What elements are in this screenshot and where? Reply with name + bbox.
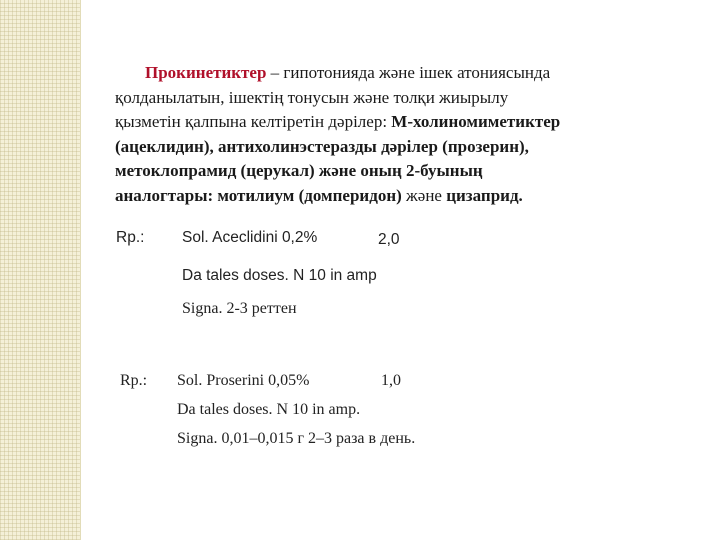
paragraph-line-4: (ацеклидин), антихолинэстеразды дәрілер (прозерин), — [115, 136, 529, 156]
rp2-label: Rp.: — [120, 372, 148, 389]
rp1-drug: Sol. Aceclidini 0,2% — [182, 229, 318, 246]
rp2-dose-line: Da tales doses. N 10 in amp. — [177, 401, 361, 418]
paragraph-line-6-end: цизаприд. — [446, 185, 523, 205]
paragraph-line-1 — [115, 61, 645, 86]
rp1-amount: 2,0 — [378, 231, 400, 248]
rp1-dose-line: Da tales doses. N 10 in amp — [182, 267, 377, 284]
paragraph-line-6 — [115, 184, 645, 209]
rp1-signa: Signa. 2-3 реттен — [182, 300, 297, 317]
rp1-label: Rp.: — [116, 229, 145, 246]
paragraph-line-3 — [115, 110, 645, 135]
rp2-amount: 1,0 — [381, 372, 401, 389]
rp2-drug: Sol. Proserini 0,05% — [177, 372, 310, 389]
decorative-side-stripe — [0, 0, 81, 540]
paragraph-line-1-rest: – гипотонияда және ішек атониясында — [266, 63, 551, 82]
paragraph-line-5: метоклопрамид (церукал) және оның 2-буының — [115, 161, 483, 180]
definition-paragraph — [115, 61, 645, 208]
slide-content — [81, 0, 720, 540]
paragraph-line-2: қолданылатын, ішектің тонусын және толқи жиырылу — [115, 87, 509, 107]
paragraph-line-6-text: және — [406, 185, 447, 205]
paragraph-line-3-text: қызметін қалпына келтіретін дәрілер: — [115, 112, 392, 131]
term-prokinetics: Прокинетиктер — [145, 63, 267, 82]
paragraph-line-6-bold: аналогтары: мотилиум (домперидон) — [115, 185, 407, 205]
paragraph-line-3-bold: М-холиномиметиктер — [391, 112, 561, 131]
rp2-signa: Signa. 0,01–0,015 г 2–3 раза в день. — [177, 430, 416, 447]
